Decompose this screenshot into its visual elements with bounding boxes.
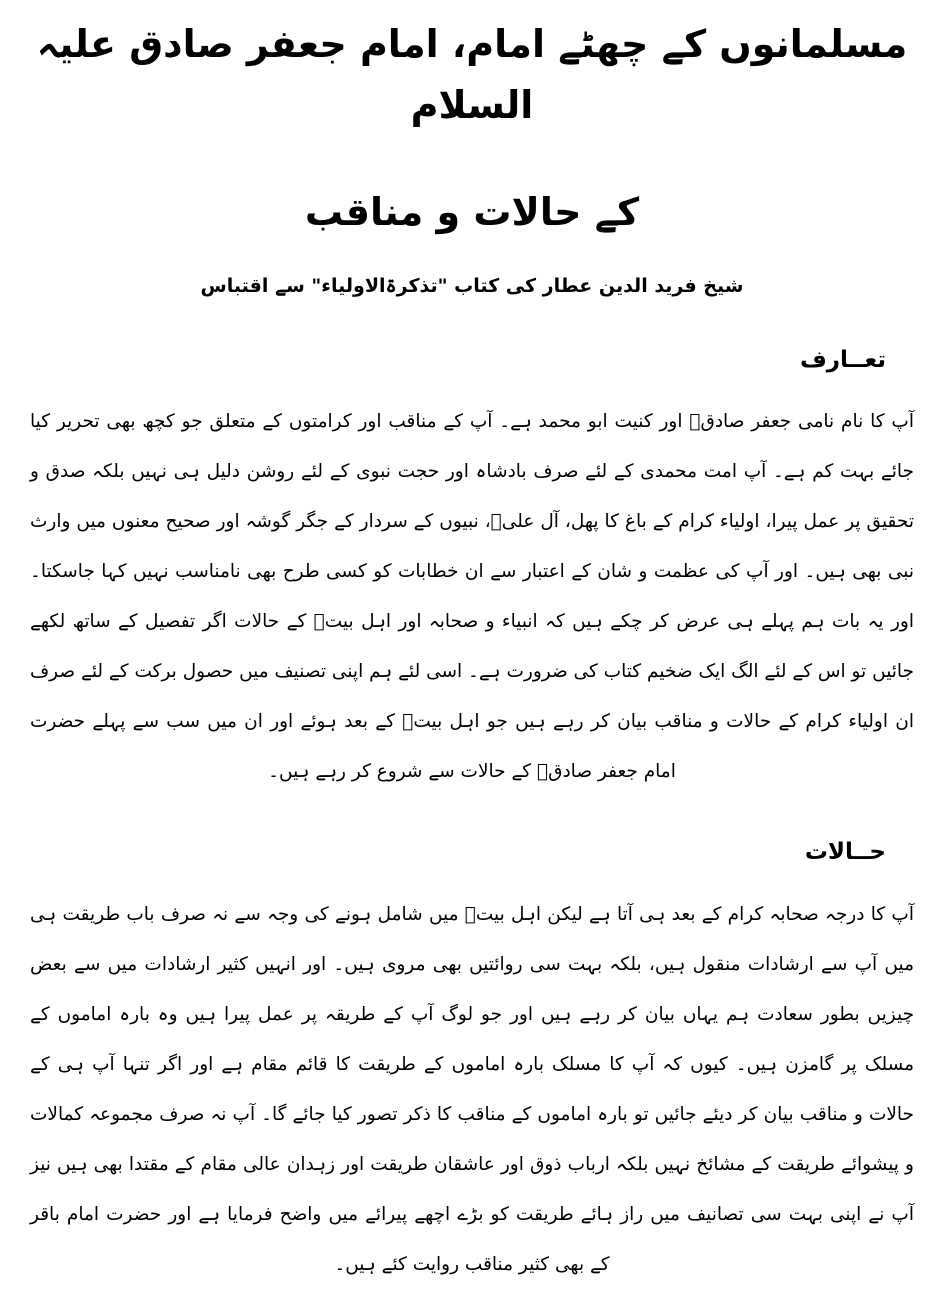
section-heading-conditions: حــالات bbox=[804, 839, 886, 866]
document-title-line1: مسلمانوں کے چھٹے امام، امام جعفر صادق علیہ السلام bbox=[36, 22, 908, 127]
document-subtitle: شیخ فرید الدین عطار کی کتاب "تذکرۃالاولیاء" سے اقتباس bbox=[200, 275, 744, 298]
document-title-line2: کے حالات و مناقب bbox=[304, 189, 640, 234]
section-body-conditions: آپ کا درجہ صحابہ کرام کے بعد ہی آتا ہے لیکن اہل بیتؑ میں شامل ہونے کی وجہ سے نہ صرف باب طریقت ہی میں آپ سے ارشادات منقول ہیں، بلکہ بہت سی روائتیں بھی مروی ہیں۔ اور انہیں کثیر ارشادات میں سے بعض چیزیں بطور سعادت ہم یہاں بیان کر رہے ہیں اور جو لوگ آپ کے طریقہ پر عمل پیرا ہیں وہ بارہ اماموں کے مسلک پر گامزن ہیں۔ کیوں کہ آپ کا مسلک بارہ اماموں کے طریقت کا قائم مقام ہے اور اگر تنہا آپ ہی کے حالات و مناقب بیان کر دیئے جائیں تو بارہ اماموں کے مناقب کا ذکر تصور کیا جائے گا۔ آپ نہ صرف مجموعہ کمالات و پیشوائے طریقت کے مشائخ نہیں بلکہ ارباب ذوق اور عاشقان طریقت اور زہدان عالی مقام کے مقتدا بھی ہیں نیز آپ نے اپنی بہت سی تصانیف میں راز ہائے طریقت کو بڑے اچھے پیرائے میں واضح فرمایا ہے اور حضرت امام باقر کے بھی کثیر مناقب روایت کئے ہیں۔ bbox=[30, 903, 914, 1275]
section-heading-introduction: تعــارف bbox=[800, 346, 886, 373]
section-body-introduction: آپ کا نام نامی جعفر صادقؑ اور کنیت ابو محمد ہے۔ آپ کے مناقب اور کرامتوں کے متعلق جو کچھ بھی تحریر کیا جائے بہت کم ہے۔ آپ امت محمدی کے لئے صرف بادشاہ اور حجت نبوی کے لئے روشن دلیل ہی نہیں بلکہ صدق و تحقیق پر عمل پیرا، اولیاء کرام کے باغ کا پھل، آل علیؑ، نبیوں کے سردار کے جگر گوشہ اور صحیح معنوں میں وارث نبی بھی ہیں۔ اور آپ کی عظمت و شان کے اعتبار سے ان خطابات کو کسی طرح بھی نامناسب نہیں کہا جاسکتا۔ اور یہ بات ہم پہلے ہی عرض کر چکے ہیں کہ انبیاء و صحابہ اور اہل بیتؑ کے حالات اگر تفصیل کے ساتھ لکھے جائیں تو اس کے لئے الگ ایک ضخیم کتاب کی ضرورت ہے۔ اسی لئے ہم اپنی تصنیف میں حصول برکت کے لئے صرف ان اولیاء کرام کے حالات و مناقب بیان کر رہے ہیں جو اہل بیتؑ کے بعد ہوئے اور ان میں سب سے پہلے حضرت امام جعفر صادقؑ کے حالات سے شروع کر رہے ہیں۔ bbox=[30, 411, 914, 783]
